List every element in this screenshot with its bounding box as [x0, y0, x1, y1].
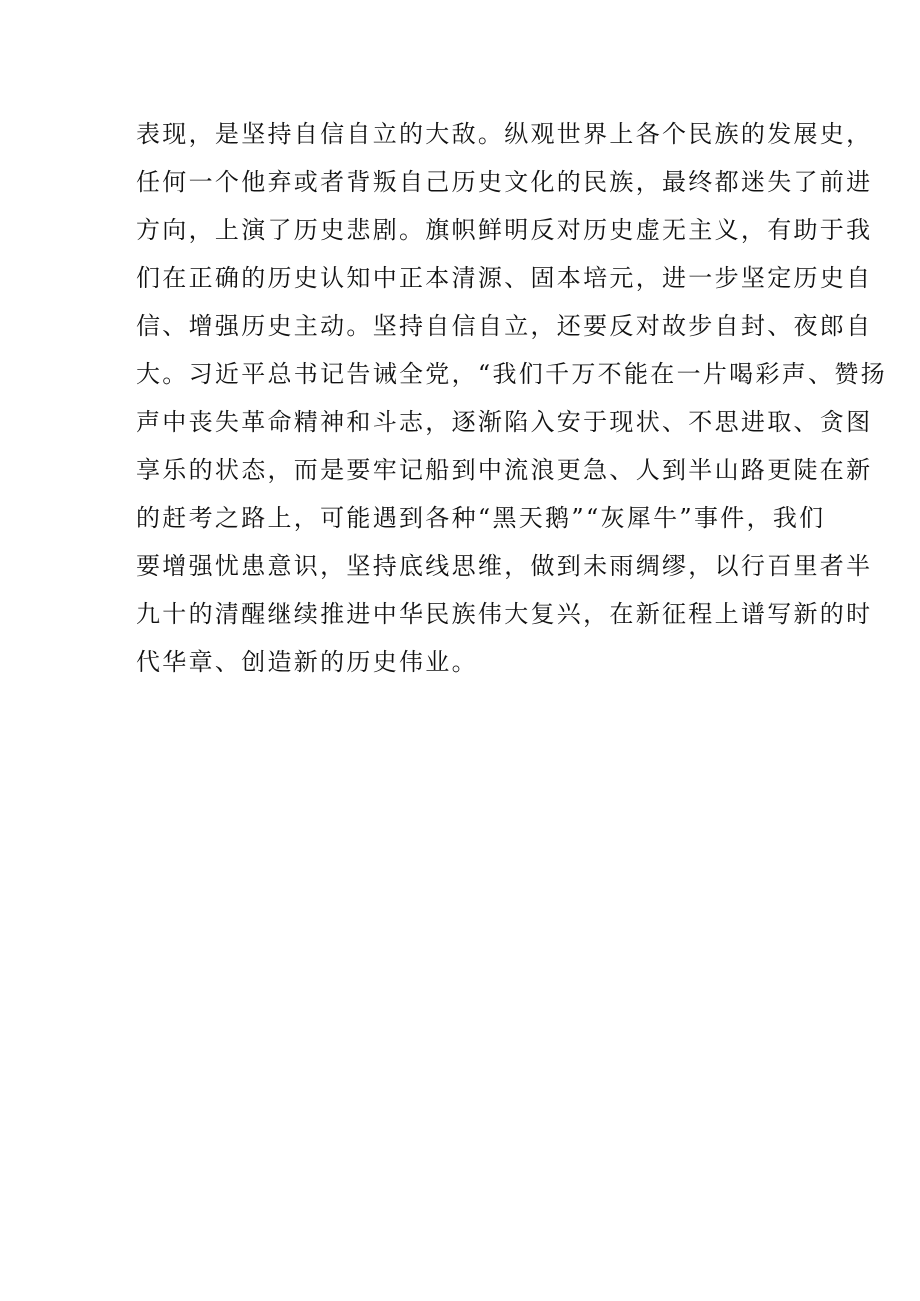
text-line-3: 方向，上演了历史悲剧。旗帜鲜明反对历史虚无主义，有助于我: [136, 216, 873, 244]
text-line-5: 信、增强历史主动。坚持自信自立，还要反对故步自封、夜郎自: [136, 312, 873, 340]
text-line-1: 表现，是坚持自信自立的大敌。纵观世界上各个民族的发展史，: [136, 120, 873, 148]
body-paragraph: [136, 110, 887, 686]
text-line-11: 九十的清醒继续推进中华民族伟大复兴，在新征程上谱写新的时: [136, 600, 873, 628]
text-line-8: 享乐的状态，而是要牢记船到中流浪更急、人到半山路更陡在新: [136, 456, 873, 484]
text-line-6: 大。习近平总书记告诫全党，“我们千万不能在一片喝彩声、赞扬: [136, 360, 887, 388]
text-line-10: 要增强忧患意识，坚持底线思维，做到未雨绸缪，以行百里者半: [136, 552, 873, 580]
text-line-7: 声中丧失革命精神和斗志，逐渐陷入安于现状、不思进取、贪图: [136, 408, 873, 436]
text-line-9: 的赶考之路上，可能遇到各种“黑天鹅”“灰犀牛”事件，我们: [136, 504, 826, 532]
text-line-2: 任何一个他弃或者背叛自己历史文化的民族，最终都迷失了前进: [136, 168, 873, 196]
text-line-4: 们在正确的历史认知中正本清源、固本培元，进一步坚定历史自: [136, 264, 873, 292]
text-line-12: 代华章、创造新的历史伟业。: [136, 648, 478, 676]
